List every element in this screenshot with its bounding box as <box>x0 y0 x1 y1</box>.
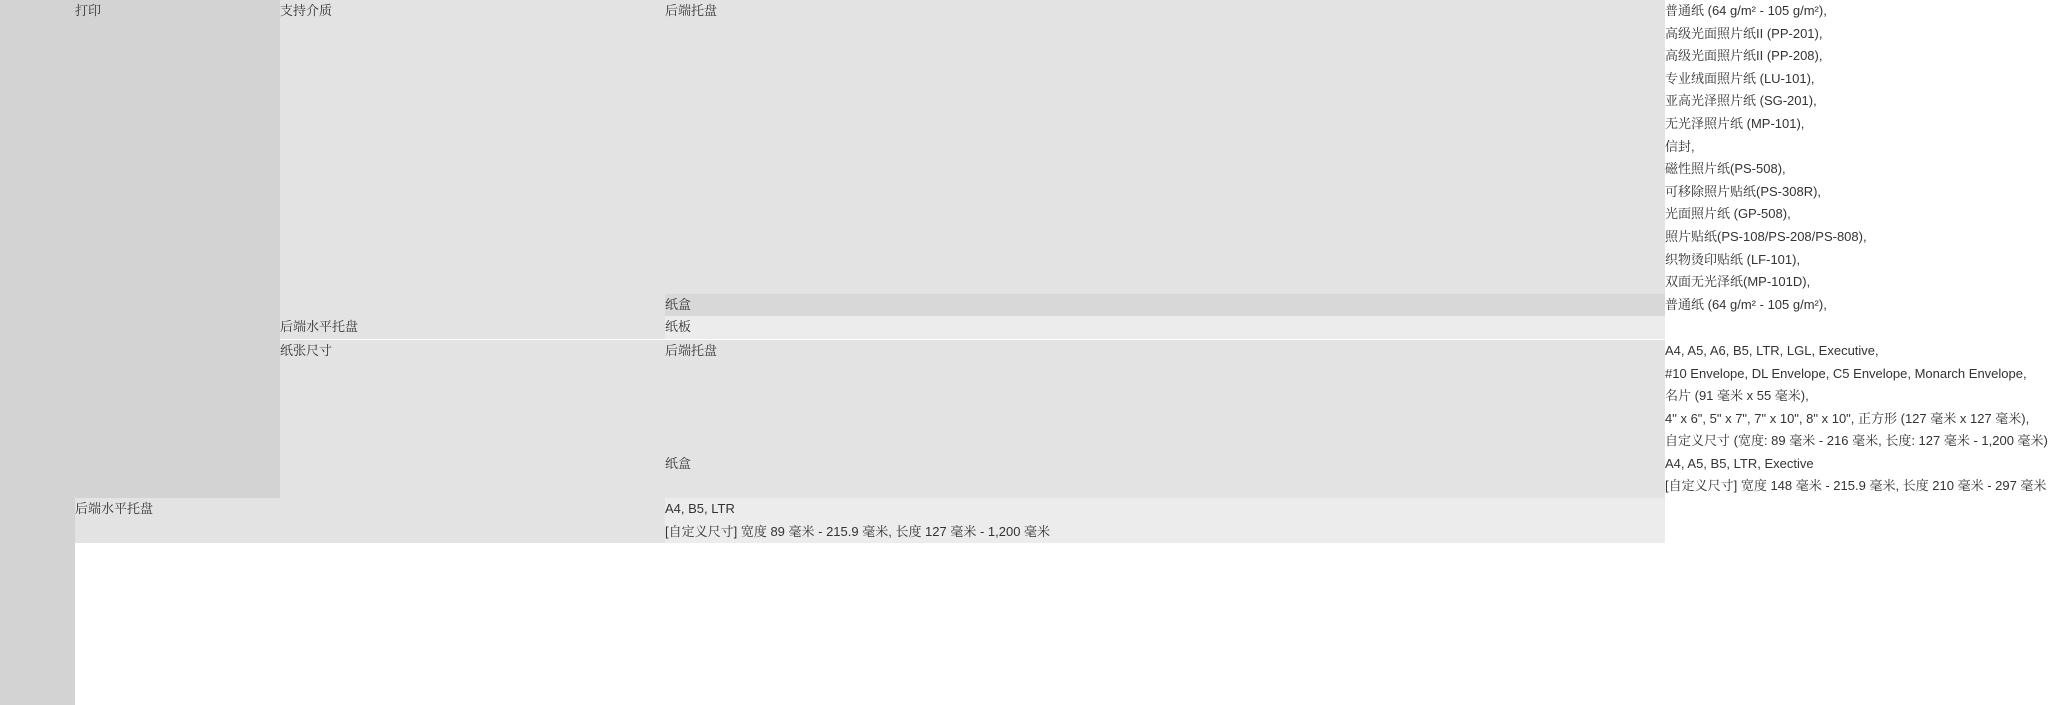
section-label-paper-size <box>280 339 665 543</box>
table-row: 纸盒 普通纸 (64 g/m² - 105 g/m²), <box>75 294 1665 317</box>
category-label: 打印 <box>75 3 102 18</box>
value-line: 纸板 <box>665 319 692 335</box>
section-label-text: 纸张尺寸 <box>280 342 333 358</box>
category-cell-print <box>75 0 280 498</box>
media-list-rear-flat-tray <box>665 316 1665 339</box>
table-row: 纸盒 A4, A5, B5, LTR, Exective [自定义尺寸] 宽度 148 毫米 - 215.9 毫米, 长度 210 毫米 - 297 毫米 <box>75 453 1665 498</box>
tray-label-cassette-size <box>665 453 1665 498</box>
tray-label-text: 纸盒 <box>665 296 692 312</box>
table-row <box>75 316 1665 339</box>
value-line: [自定义尺寸] 宽度 89 毫米 - 215.9 毫米, 长度 127 毫米 - 1,200 毫米 <box>665 523 1051 539</box>
tray-label-rear-flat-tray-size <box>75 498 280 543</box>
section-label-text: 支持介质 <box>280 3 333 18</box>
tray-label-text: 后端水平托盘 <box>75 501 154 517</box>
left-gutter <box>0 0 75 705</box>
tray-label-rear-tray <box>665 0 1665 294</box>
tray-label-cassette <box>665 294 1665 317</box>
table-row: 纸张尺寸 后端托盘 A4, A5, A6, B5, LTR, LGL, Executive, #10 Envelope, DL Envelope, C5 Envelope, Monarch Envelope, 名片 (91 毫米 x 55 毫米), 4" x 6", 5" x 7", 7" x 10", 8" x 10", 正方形 (127 毫米 x 127 毫米), 自定义尺寸 (宽度: 89 毫米 - 216 毫米, 长度: 127 毫米 - 1,200 毫米) <box>75 339 1665 452</box>
paper-size-rear-flat-tray <box>665 498 1665 543</box>
tray-label-rear-tray-size <box>665 339 1665 452</box>
value-line: A4, B5, LTR <box>665 501 735 517</box>
tray-label-rear-flat-tray <box>280 316 665 339</box>
table-row: 后端托盘 普通纸 (64 g/m² - 105 g/m²), 高级光面照片纸II (PP-201), 高级光面照片纸II (PP-208), 专业绒面照片纸 (LU-101), 亚高光泽照片纸 (SG-201), 无光泽照片纸 (MP-101), 信封, 磁性照片纸(PS-508), 可移除照片贴纸(PS-308R), 光面照片纸 (GP-508), 照片贴纸(PS-108/PS-208/PS-808), 织物烫印贴纸 (LF-101), 双面无光泽纸(MP-101D), <box>75 0 1665 294</box>
tray-label-text: 纸盒 <box>665 455 692 471</box>
tray-label-text: 后端托盘 <box>665 3 718 18</box>
specification-table <box>75 0 2048 543</box>
spec-table-body <box>75 0 2048 543</box>
section-label-supported-media <box>280 0 665 316</box>
tray-label-text: 后端托盘 <box>665 342 718 358</box>
tray-label-text: 后端水平托盘 <box>280 319 359 335</box>
